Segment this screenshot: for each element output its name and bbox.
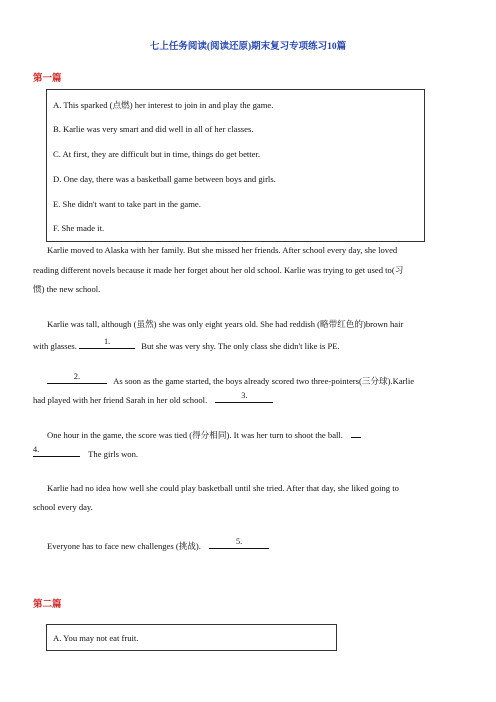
para3-line2 [33, 392, 273, 405]
option-d: D. One day, there was a basketball game between boys and girls. [53, 174, 276, 184]
para6-text: Everyone has to face new challenges (挑战). [47, 541, 201, 551]
para2-line1: Karlie was tall, although (虽然) she was only eight years old. She had reddish (略带红色的)brown hair [47, 319, 404, 329]
para4-line1 [47, 427, 361, 441]
para3-text-a: As soon as the game started, the boys already scored two three-pointers(三分球).Karlie [113, 376, 415, 386]
option-a: A. This sparked (点燃) her interest to join in and play the game. [53, 100, 274, 110]
para6-line1 [47, 538, 269, 552]
option-a-2: A. You may not eat fruit. [53, 633, 139, 643]
blank-4-number: 4. [33, 445, 40, 454]
para2-text-a: with glasses. [33, 341, 77, 351]
blank-2-number: 2. [73, 372, 81, 381]
blank-3[interactable] [215, 392, 273, 403]
blank-4-start [351, 427, 361, 438]
page-title: 七上任务阅读(阅读还原)期末复习专项练习10篇 [149, 42, 347, 52]
para1-line1: Karlie moved to Alaska with her family. But she missed her friends. After school every day, she loved [47, 245, 398, 255]
para4-line2 [33, 446, 138, 459]
blank-2[interactable] [47, 373, 107, 384]
para3-line1 [47, 373, 414, 387]
blank-3-number: 3. [241, 391, 248, 400]
options-box-2 [46, 624, 337, 651]
para2-text-b: But she was very shy. The only class she didn't like is PE. [141, 341, 340, 351]
para5-line1: Karlie had no idea how well she could play basketball until she tried. After that day, she liked going to [47, 483, 399, 493]
options-box-1 [46, 89, 425, 242]
blank-1[interactable] [79, 338, 135, 349]
option-c: C. At first, they are difficult but in time, things do get better. [53, 149, 261, 159]
option-f: F. She made it. [53, 223, 105, 233]
para4-text-b: The girls won. [88, 449, 139, 459]
section-heading-1: 第一篇 [33, 74, 62, 84]
option-e: E. She didn't want to take part in the game. [53, 199, 201, 209]
para1-line2: reading different novels because it made her forget about her old school. Karlie was trying to get used to(习 [33, 265, 404, 275]
para2-line2 [33, 338, 340, 351]
section-heading-2: 第二篇 [33, 600, 62, 610]
para5-line2: school every day. [33, 502, 93, 512]
blank-4[interactable] [33, 446, 80, 457]
option-b: B. Karlie was very smart and did well in all of her classes. [53, 124, 254, 134]
para4-text-a: One hour in the game, the score was tied (得分相同). It was her turn to shoot the ball. [47, 430, 343, 440]
blank-1-number: 1. [104, 337, 111, 346]
para3-text-b: had played with her friend Sarah in her old school. [33, 395, 208, 405]
para1-line3: 惯) the new school. [33, 284, 101, 294]
blank-5-number: 5. [236, 537, 243, 546]
blank-5[interactable] [209, 538, 269, 549]
